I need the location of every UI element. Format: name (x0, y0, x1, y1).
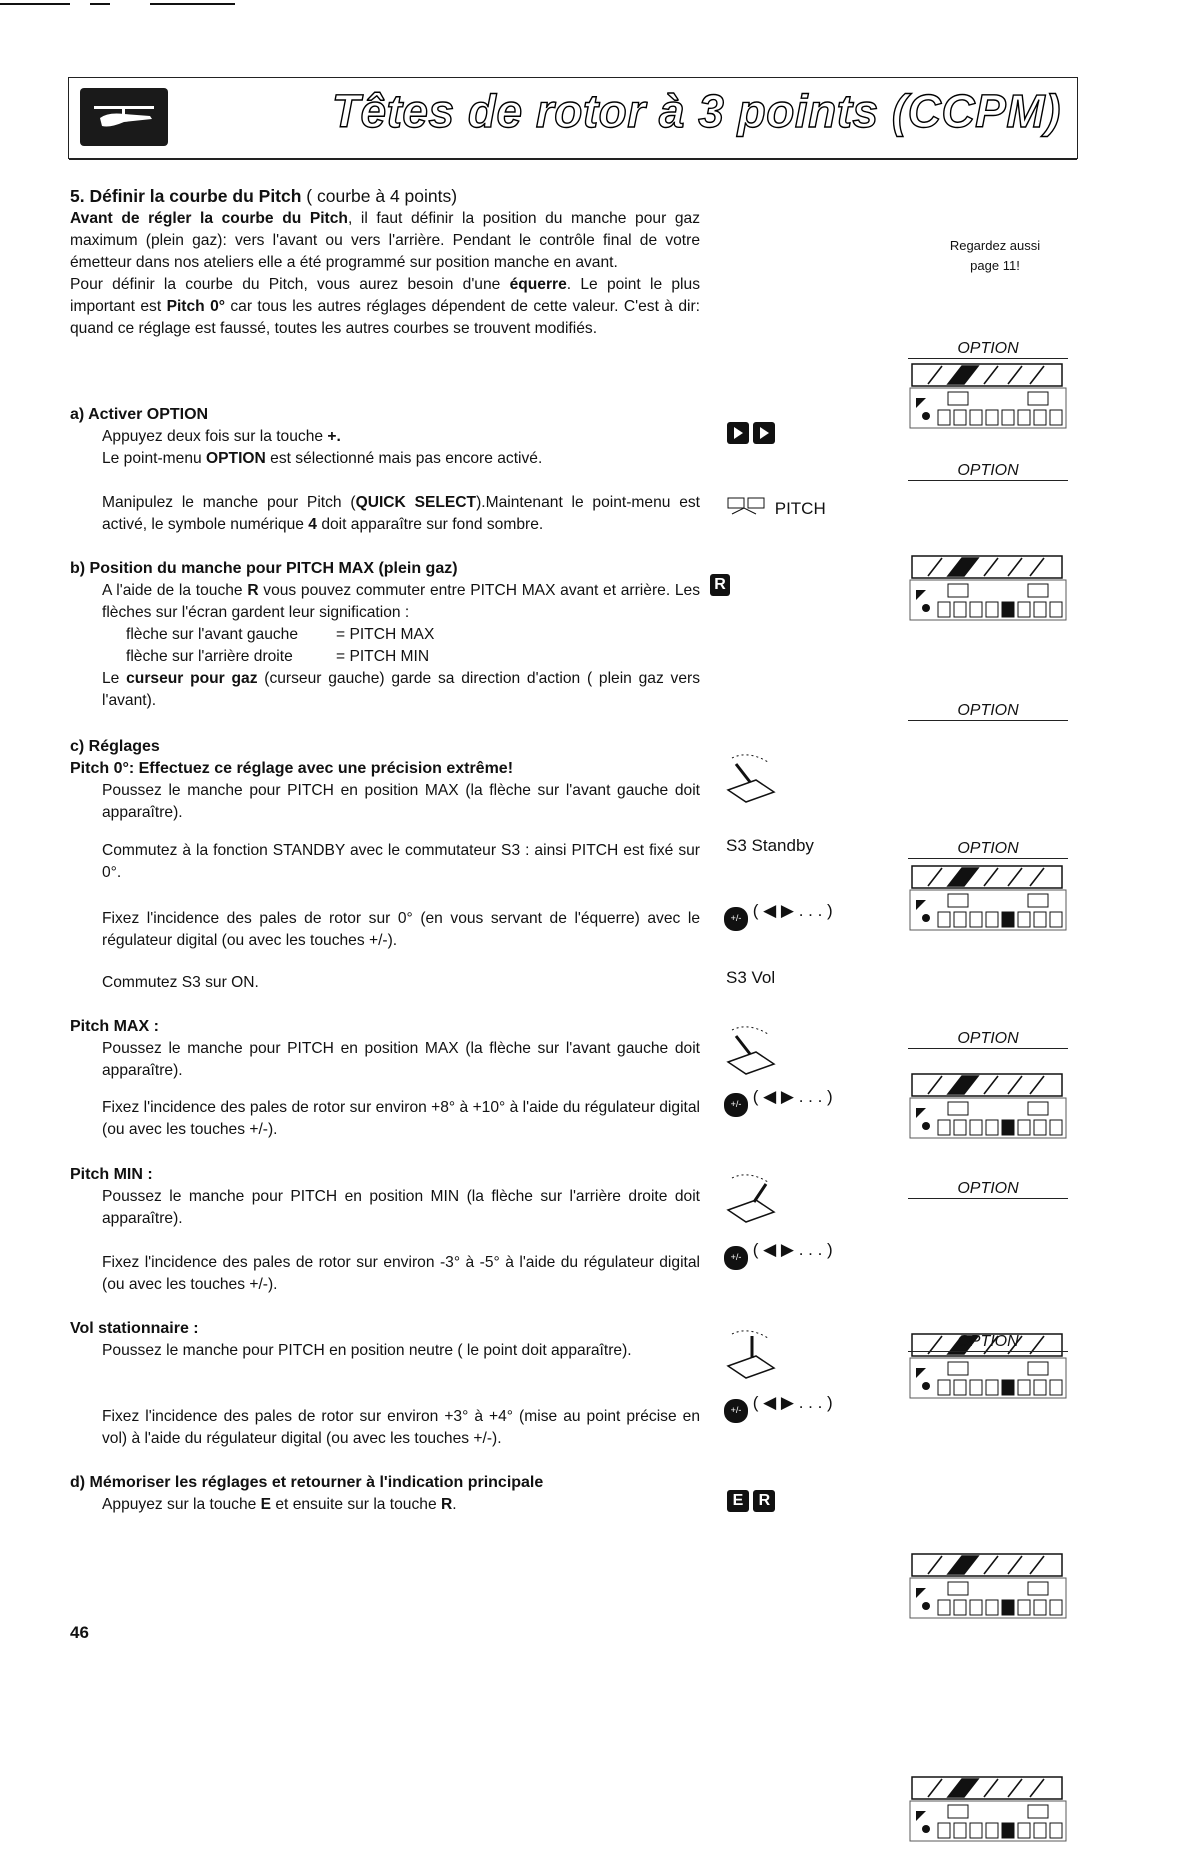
plus-key-icon (727, 422, 749, 444)
stick-min-icon (722, 1172, 780, 1233)
step-subheading: Pitch 0°: Effectuez ce réglage avec une précision extrême! (70, 760, 514, 777)
step-d (70, 1472, 700, 1516)
hover (70, 1318, 700, 1362)
step-heading: Pitch MIN : (70, 1166, 153, 1183)
e-key-icon: E (727, 1490, 749, 1512)
page-number: 46 (70, 1623, 89, 1642)
top-rule (0, 3, 70, 5)
stick-icon (726, 492, 770, 522)
pitch-max (70, 1016, 700, 1082)
step-heading: c) Réglages (70, 738, 160, 755)
step-heading: Vol stationnaire : (70, 1320, 199, 1337)
lcd-display (908, 864, 1068, 934)
text: . Le point le plus important est (70, 276, 700, 315)
text-bold: 4 (308, 516, 317, 533)
text-bold: Avant de régler la courbe du Pitch (70, 210, 348, 227)
text: Fixez l'incidence des pales de rotor sur environ +8° à +10° à l'aide du régulateur digital (ou avec les touches +/-). (102, 1099, 700, 1138)
text: car tous les autres réglages dépendent de cette valeur. C'est à dir: quand ce réglage est faussé, toutes les autres courbes se trouvent modifiés. (70, 298, 700, 337)
text: et ensuite sur la touche (271, 1496, 441, 1513)
arrow-label: flèche sur l'avant gauche (126, 626, 299, 643)
pitch-stick (726, 492, 826, 527)
digital-regulator (724, 1240, 833, 1270)
option-label: OPTION (908, 702, 1068, 721)
plus-minus-dial-icon: +/- (724, 1093, 748, 1117)
option-label: OPTION (908, 462, 1068, 481)
key-group (727, 1490, 775, 1512)
text: Fixez l'incidence des pales de rotor sur 0° (en vous servant de l'équerre) avec le régulateur digital (ou avec les touches +/-). (102, 910, 700, 949)
text: Poussez le manche pour PITCH en position MIN (la flèche sur l'arrière droite doit apparaître). (102, 1188, 700, 1227)
arrow-label: flèche sur l'arrière droite (126, 648, 293, 665)
top-rule (150, 3, 235, 5)
step-c (70, 736, 700, 824)
step-a-quickselect (70, 492, 700, 536)
text-bold: curseur pour gaz (126, 670, 258, 687)
option-label: OPTION (908, 1333, 1068, 1352)
page-title: Têtes de rotor à 3 points (CCPM) (331, 85, 1061, 137)
option-label: OPTION (908, 1180, 1068, 1199)
text: Poussez le manche pour PITCH en position MAX (la flèche sur l'avant gauche doit apparaître). (102, 1040, 700, 1079)
stick-neutral-icon (722, 1328, 780, 1389)
top-rule (90, 3, 110, 5)
section-subtitle: ( courbe à 4 points) (301, 186, 458, 206)
text: est sélectionné mais pas encore activé. (265, 450, 543, 467)
see-also-line: page 11! (970, 258, 1020, 273)
lcd-display (908, 1072, 1068, 1142)
digital-keys: ( ◀ ▶ . . . ) (752, 1393, 833, 1412)
helicopter-icon (80, 88, 168, 146)
text: Appuyez deux fois sur la touche (102, 428, 328, 445)
step-heading: b) Position du manche pour PITCH MAX (plein gaz) (70, 560, 458, 577)
banner-underline (69, 158, 1077, 160)
digital-regulator (724, 901, 833, 931)
text: doit apparaître sur fond sombre. (316, 516, 544, 533)
text: Commutez S3 sur ON. (102, 974, 259, 991)
plus-minus-dial-icon: +/- (724, 1399, 748, 1423)
plus-minus-dial-icon: +/- (724, 1246, 748, 1270)
see-also-note (940, 236, 1050, 276)
text: Fixez l'incidence des pales de rotor sur environ +3° à +4° (mise au point précise en vol) à l'aide du régulateur digital (ou avec les touches +/-). (102, 1408, 700, 1447)
pitch-min (70, 1164, 700, 1230)
step-heading: d) Mémoriser les réglages et retourner à l'indication principale (70, 1474, 544, 1491)
r-key-icon: R (753, 1490, 775, 1512)
text-bold: QUICK SELECT (355, 494, 477, 511)
plus-minus-dial-icon: +/- (724, 907, 748, 931)
step-b (70, 558, 700, 712)
text: ).Maintenant le point-menu est activé, le symbole numérique (102, 494, 700, 533)
text: Appuyez sur la touche (102, 1496, 261, 1513)
section-title: 5. Définir la courbe du Pitch (70, 186, 302, 206)
s3-vol-label: S3 Vol (726, 968, 776, 987)
text-bold: +. (327, 428, 341, 445)
digital-keys: ( ◀ ▶ . . . ) (752, 901, 833, 920)
see-also-line: Regardez aussi (949, 238, 1041, 253)
digital-keys: ( ◀ ▶ . . . ) (752, 1087, 833, 1106)
text: Le point-menu (102, 450, 207, 467)
key-group (727, 422, 775, 449)
s3-standby-label: S3 Standby (726, 836, 814, 855)
lcd-display (908, 1775, 1068, 1845)
text: Pour définir la courbe du Pitch, vous aurez besoin d'une (70, 276, 510, 293)
text-bold: R (440, 1496, 453, 1513)
plus-key-icon (753, 422, 775, 444)
stick-max-icon (722, 752, 780, 813)
key-group (710, 574, 730, 596)
text: , il faut définir la position du manche pour gaz maximum (plein gaz): vers l'avant ou vers l'arrière. Pendant le contrôle final de votre émetteur dans nos ateliers elle a été programmé sur position manche en avant. (70, 210, 700, 271)
page-banner (68, 77, 1078, 159)
option-label: OPTION (908, 340, 1068, 359)
text: Le (102, 670, 127, 687)
text: Commutez à la fonction STANDBY avec le commutateur S3 : ainsi PITCH est fixé sur 0°. (102, 842, 700, 881)
text: Poussez le manche pour PITCH en position MAX (la flèche sur l'avant gauche doit apparaître). (102, 782, 700, 821)
option-label: OPTION (908, 840, 1068, 859)
lcd-display (908, 554, 1068, 624)
pitch-label: PITCH (774, 499, 826, 518)
text-bold: OPTION (206, 450, 266, 467)
text: Fixez l'incidence des pales de rotor sur environ -3° à -5° à l'aide du régulateur digital (ou avec les touches +/-). (102, 1254, 700, 1293)
digital-keys: ( ◀ ▶ . . . ) (752, 1240, 833, 1259)
text-bold: Pitch 0° (166, 298, 225, 315)
arrow-value: = PITCH MAX (336, 626, 435, 643)
step-heading: Pitch MAX : (70, 1018, 159, 1035)
section-intro (70, 184, 700, 340)
text: . (452, 1496, 457, 1513)
option-label: OPTION (908, 1030, 1068, 1049)
step-heading: a) Activer OPTION (70, 406, 209, 423)
text: Manipulez le manche pour Pitch ( (102, 494, 356, 511)
lcd-display (908, 362, 1068, 432)
r-key-icon: R (710, 574, 730, 596)
lcd-display (908, 1552, 1068, 1622)
text-bold: R (247, 582, 259, 599)
text-bold: E (260, 1496, 272, 1513)
stick-max-icon (722, 1024, 780, 1085)
digital-regulator (724, 1087, 833, 1117)
text: Poussez le manche pour PITCH en position neutre ( le point doit apparaître). (102, 1342, 632, 1359)
step-a (70, 404, 700, 470)
text-bold: équerre (509, 276, 567, 293)
text: vous pouvez commuter entre PITCH MAX avant et arrière. Les flèches sur l'écran gardent leur signification : (102, 582, 700, 621)
text: (curseur gauche) garde sa direction d'action ( plein gaz vers l'avant). (102, 670, 700, 709)
arrow-value: = PITCH MIN (336, 648, 430, 665)
text: A l'aide de la touche (102, 582, 248, 599)
digital-regulator (724, 1393, 833, 1423)
